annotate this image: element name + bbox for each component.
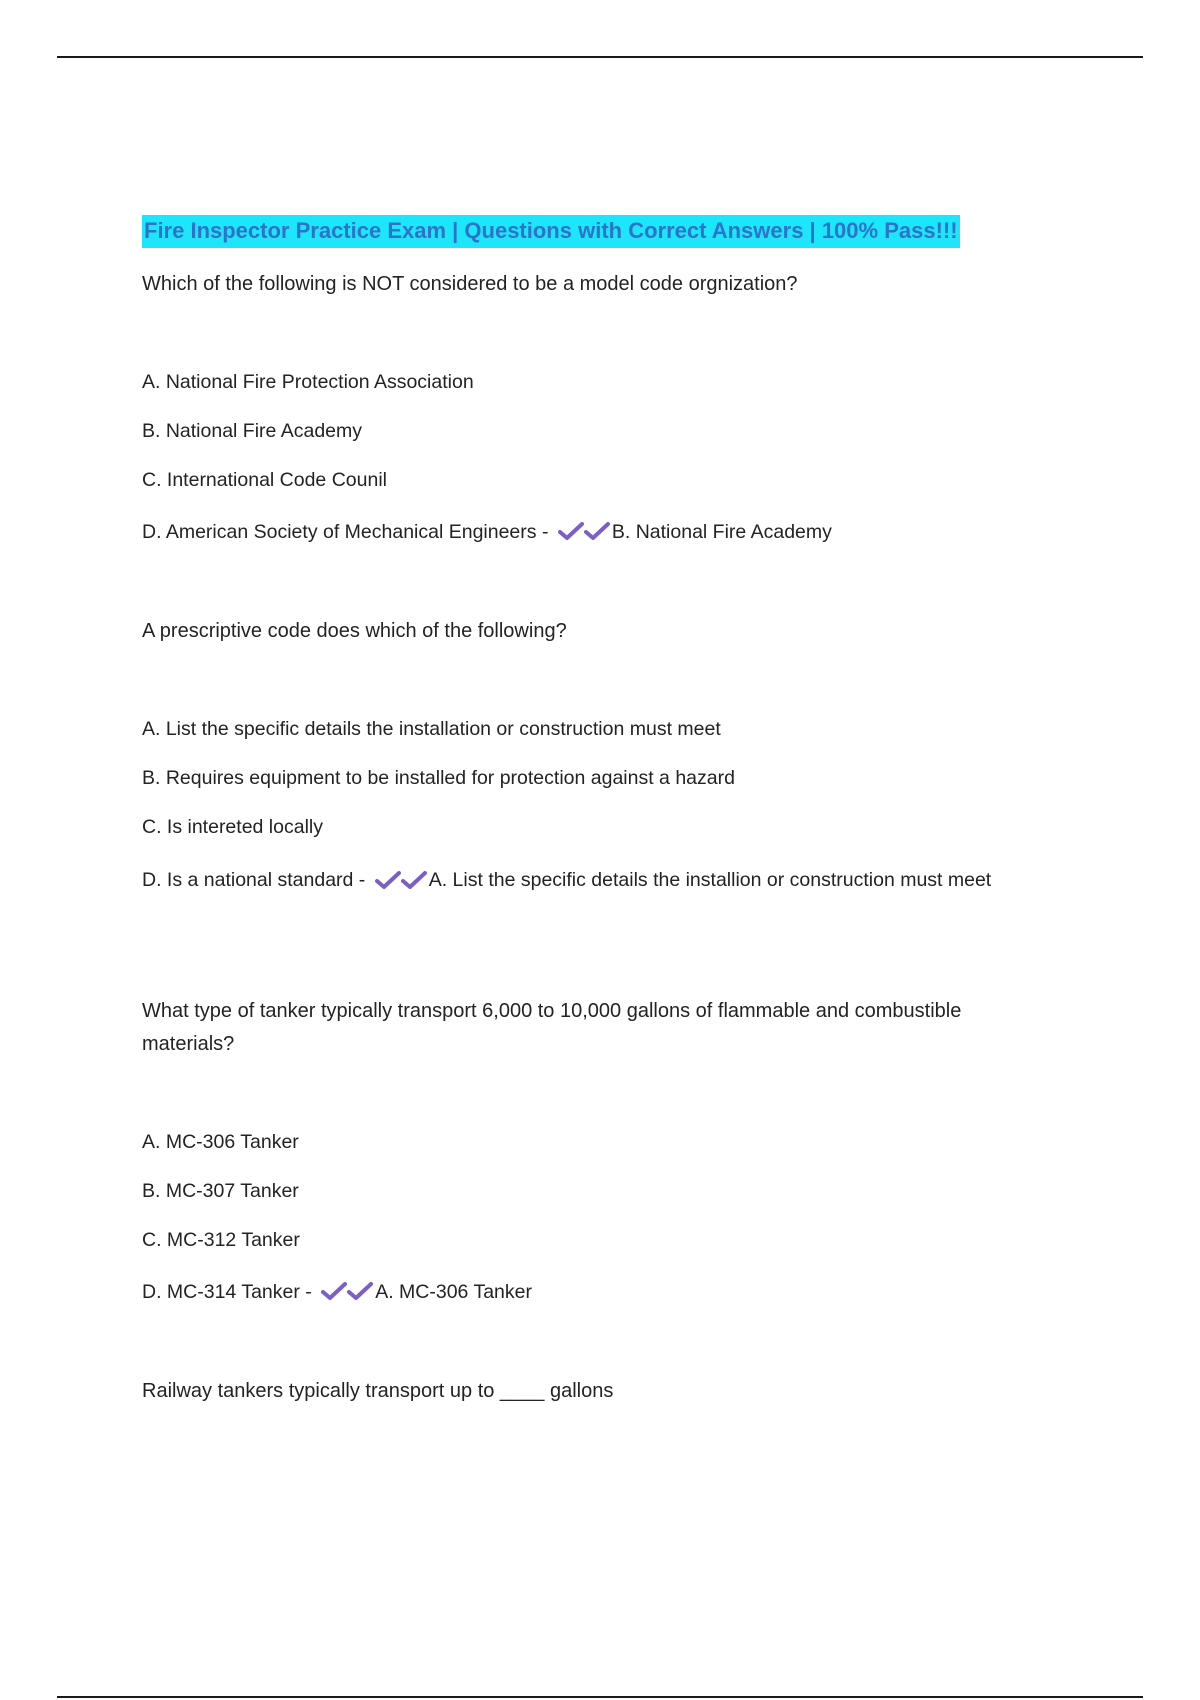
option-a: A. National Fire Protection Association <box>142 371 474 393</box>
option-d-with-answer <box>142 863 1042 898</box>
document-title: Fire Inspector Practice Exam | Questions with Correct Answers | 100% Pass!!! <box>142 215 960 248</box>
option-d: D. MC-314 Tanker - <box>142 1281 312 1303</box>
question-text: What type of tanker typically transport 6,000 to 10,000 gallons of flammable and combustible materials? <box>142 1000 962 1055</box>
top-rule <box>57 56 1143 58</box>
correct-answer: A. List the specific details the installion or construction must meet <box>428 869 992 891</box>
question-block-4 <box>142 1375 1042 1408</box>
question-text: A prescriptive code does which of the following? <box>142 620 567 642</box>
option-d-with-answer <box>142 516 832 549</box>
option-d: D. American Society of Mechanical Engineers - <box>142 521 549 543</box>
option-d: D. Is a national standard - <box>142 869 366 891</box>
option-a: A. MC-306 Tanker <box>142 1131 299 1153</box>
option-b: B. National Fire Academy <box>142 420 363 442</box>
correct-answer: B. National Fire Academy <box>611 521 832 543</box>
option-d-with-answer <box>142 1276 532 1309</box>
question-text: Which of the following is NOT considered to be a model code orgnization? <box>142 273 798 295</box>
correct-answer: A. MC-306 Tanker <box>375 1281 532 1303</box>
check-mark-icon <box>321 1274 373 1307</box>
bottom-rule <box>57 1696 1143 1698</box>
question-block-2 <box>142 615 1042 648</box>
question-block-1 <box>142 268 1042 301</box>
question-text: Railway tankers typically transport up to ____ gallons <box>142 1380 614 1402</box>
question-block-3 <box>142 995 1042 1061</box>
option-a: A. List the specific details the installation or construction must meet <box>142 718 721 740</box>
option-c: C. MC-312 Tanker <box>142 1229 300 1251</box>
option-b: B. MC-307 Tanker <box>142 1180 299 1202</box>
check-mark-icon <box>375 862 427 896</box>
option-c: C. International Code Counil <box>142 469 387 491</box>
option-b: B. Requires equipment to be installed for protection against a hazard <box>142 767 735 789</box>
option-c: C. Is intereted locally <box>142 816 323 838</box>
check-mark-icon <box>558 514 610 547</box>
